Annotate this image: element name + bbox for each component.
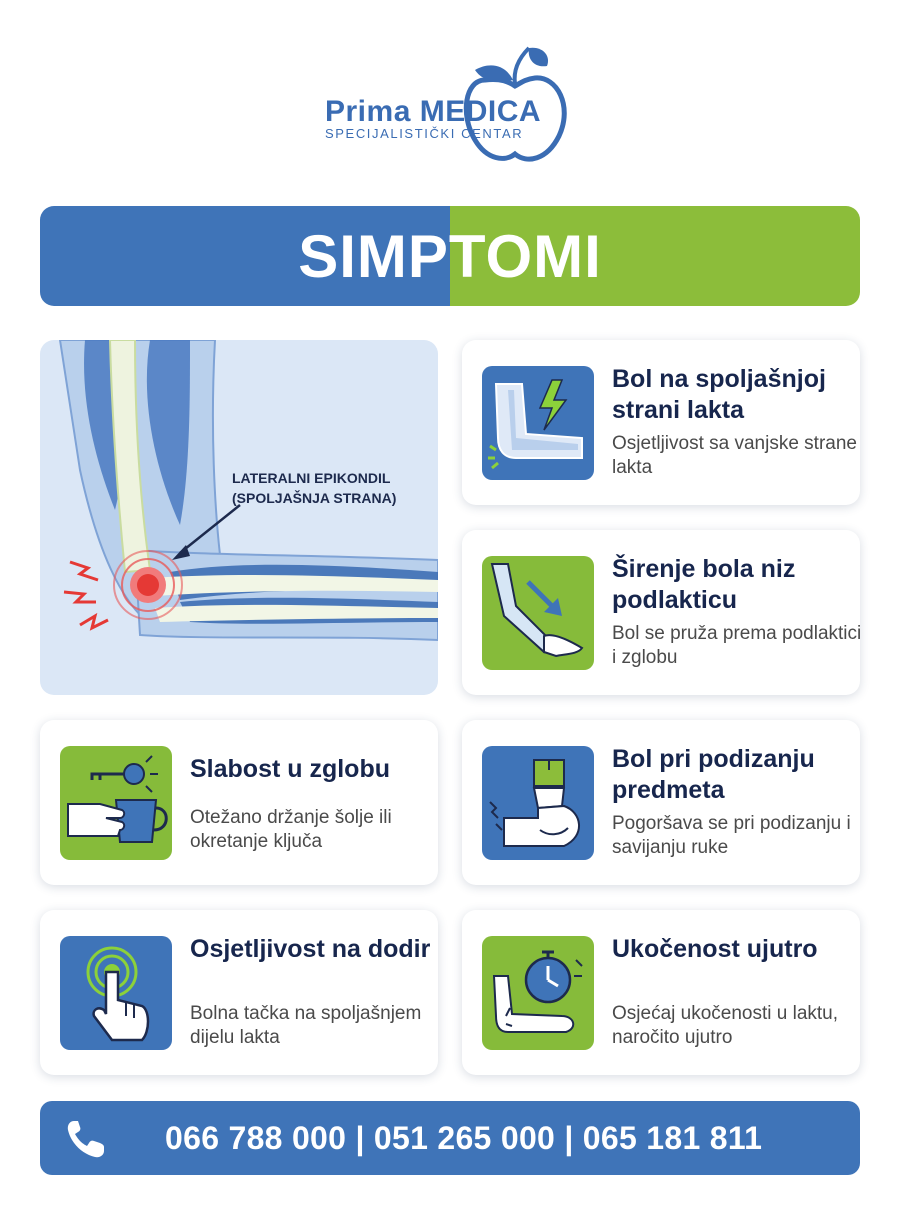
symptom-card-pain-spread: [462, 530, 860, 695]
symptom-card-outer-elbow-pain: [462, 340, 860, 505]
page-title: SIMPTOMI: [298, 222, 602, 290]
card-title: Ukočenost ujutro: [612, 935, 818, 963]
symptom-card-wrist-weakness: [40, 720, 438, 885]
arm-clock-icon: [482, 936, 594, 1050]
epicondyle-label: [232, 468, 396, 508]
forearm-arrow-icon: [482, 556, 594, 670]
card-title: Osjetljivost na dodir: [190, 935, 431, 963]
card-description: Bol se pruža prema podlaktici i zglobu: [612, 623, 862, 668]
brand-name-part2: MEDICA: [419, 95, 542, 128]
brand-name: [325, 95, 541, 129]
touch-finger-icon: [60, 936, 172, 1050]
epicondyle-label-line2: (SPOLJAŠNJA STRANA): [232, 490, 397, 506]
card-description: Pogoršava se pri podizanju i savijanju ruke: [612, 813, 851, 858]
phone-numbers[interactable]: 066 788 000 | 051 265 000 | 065 181 811: [165, 1120, 763, 1156]
logo-text: [325, 95, 541, 141]
symptom-card-lifting-pain: [462, 720, 860, 885]
elbow-illustration: [40, 340, 438, 695]
epicondyle-label-line1: LATERALNI EPIKONDIL: [232, 470, 391, 486]
contact-footer: [40, 1101, 860, 1175]
brand-subtitle: SPECIJALISTIČKI CENTAR: [325, 126, 524, 141]
card-description: Otežano držanje šolje ili okretanje ključa: [190, 807, 392, 852]
card-title: Širenje bola niz podlakticu: [612, 555, 796, 614]
arm-lifting-box-icon: [482, 746, 594, 860]
hand-cup-key-icon: [60, 746, 172, 860]
card-description: Bolna tačka na spoljašnjem dijelu lakta: [190, 1003, 422, 1048]
card-title: Bol na spoljašnjoj strani lakta: [612, 365, 826, 424]
card-title: Slabost u zglobu: [190, 755, 390, 783]
elbow-anatomy-icon: [40, 340, 438, 695]
symptom-card-touch-sensitivity: [40, 910, 438, 1075]
elbow-lightning-icon: [482, 366, 594, 480]
logo: [325, 40, 585, 165]
brand-name-part1: Prima: [325, 95, 411, 128]
symptom-card-morning-stiffness: [462, 910, 860, 1075]
card-description: Osjećaj ukočenosti u laktu, naročito ujutro: [612, 1003, 839, 1048]
card-description: Osjetljivost sa vanjske strane lakta: [612, 433, 857, 478]
card-title: Bol pri podizanju predmeta: [612, 745, 815, 804]
phone-icon: [64, 1117, 108, 1161]
title-banner: [40, 206, 860, 306]
